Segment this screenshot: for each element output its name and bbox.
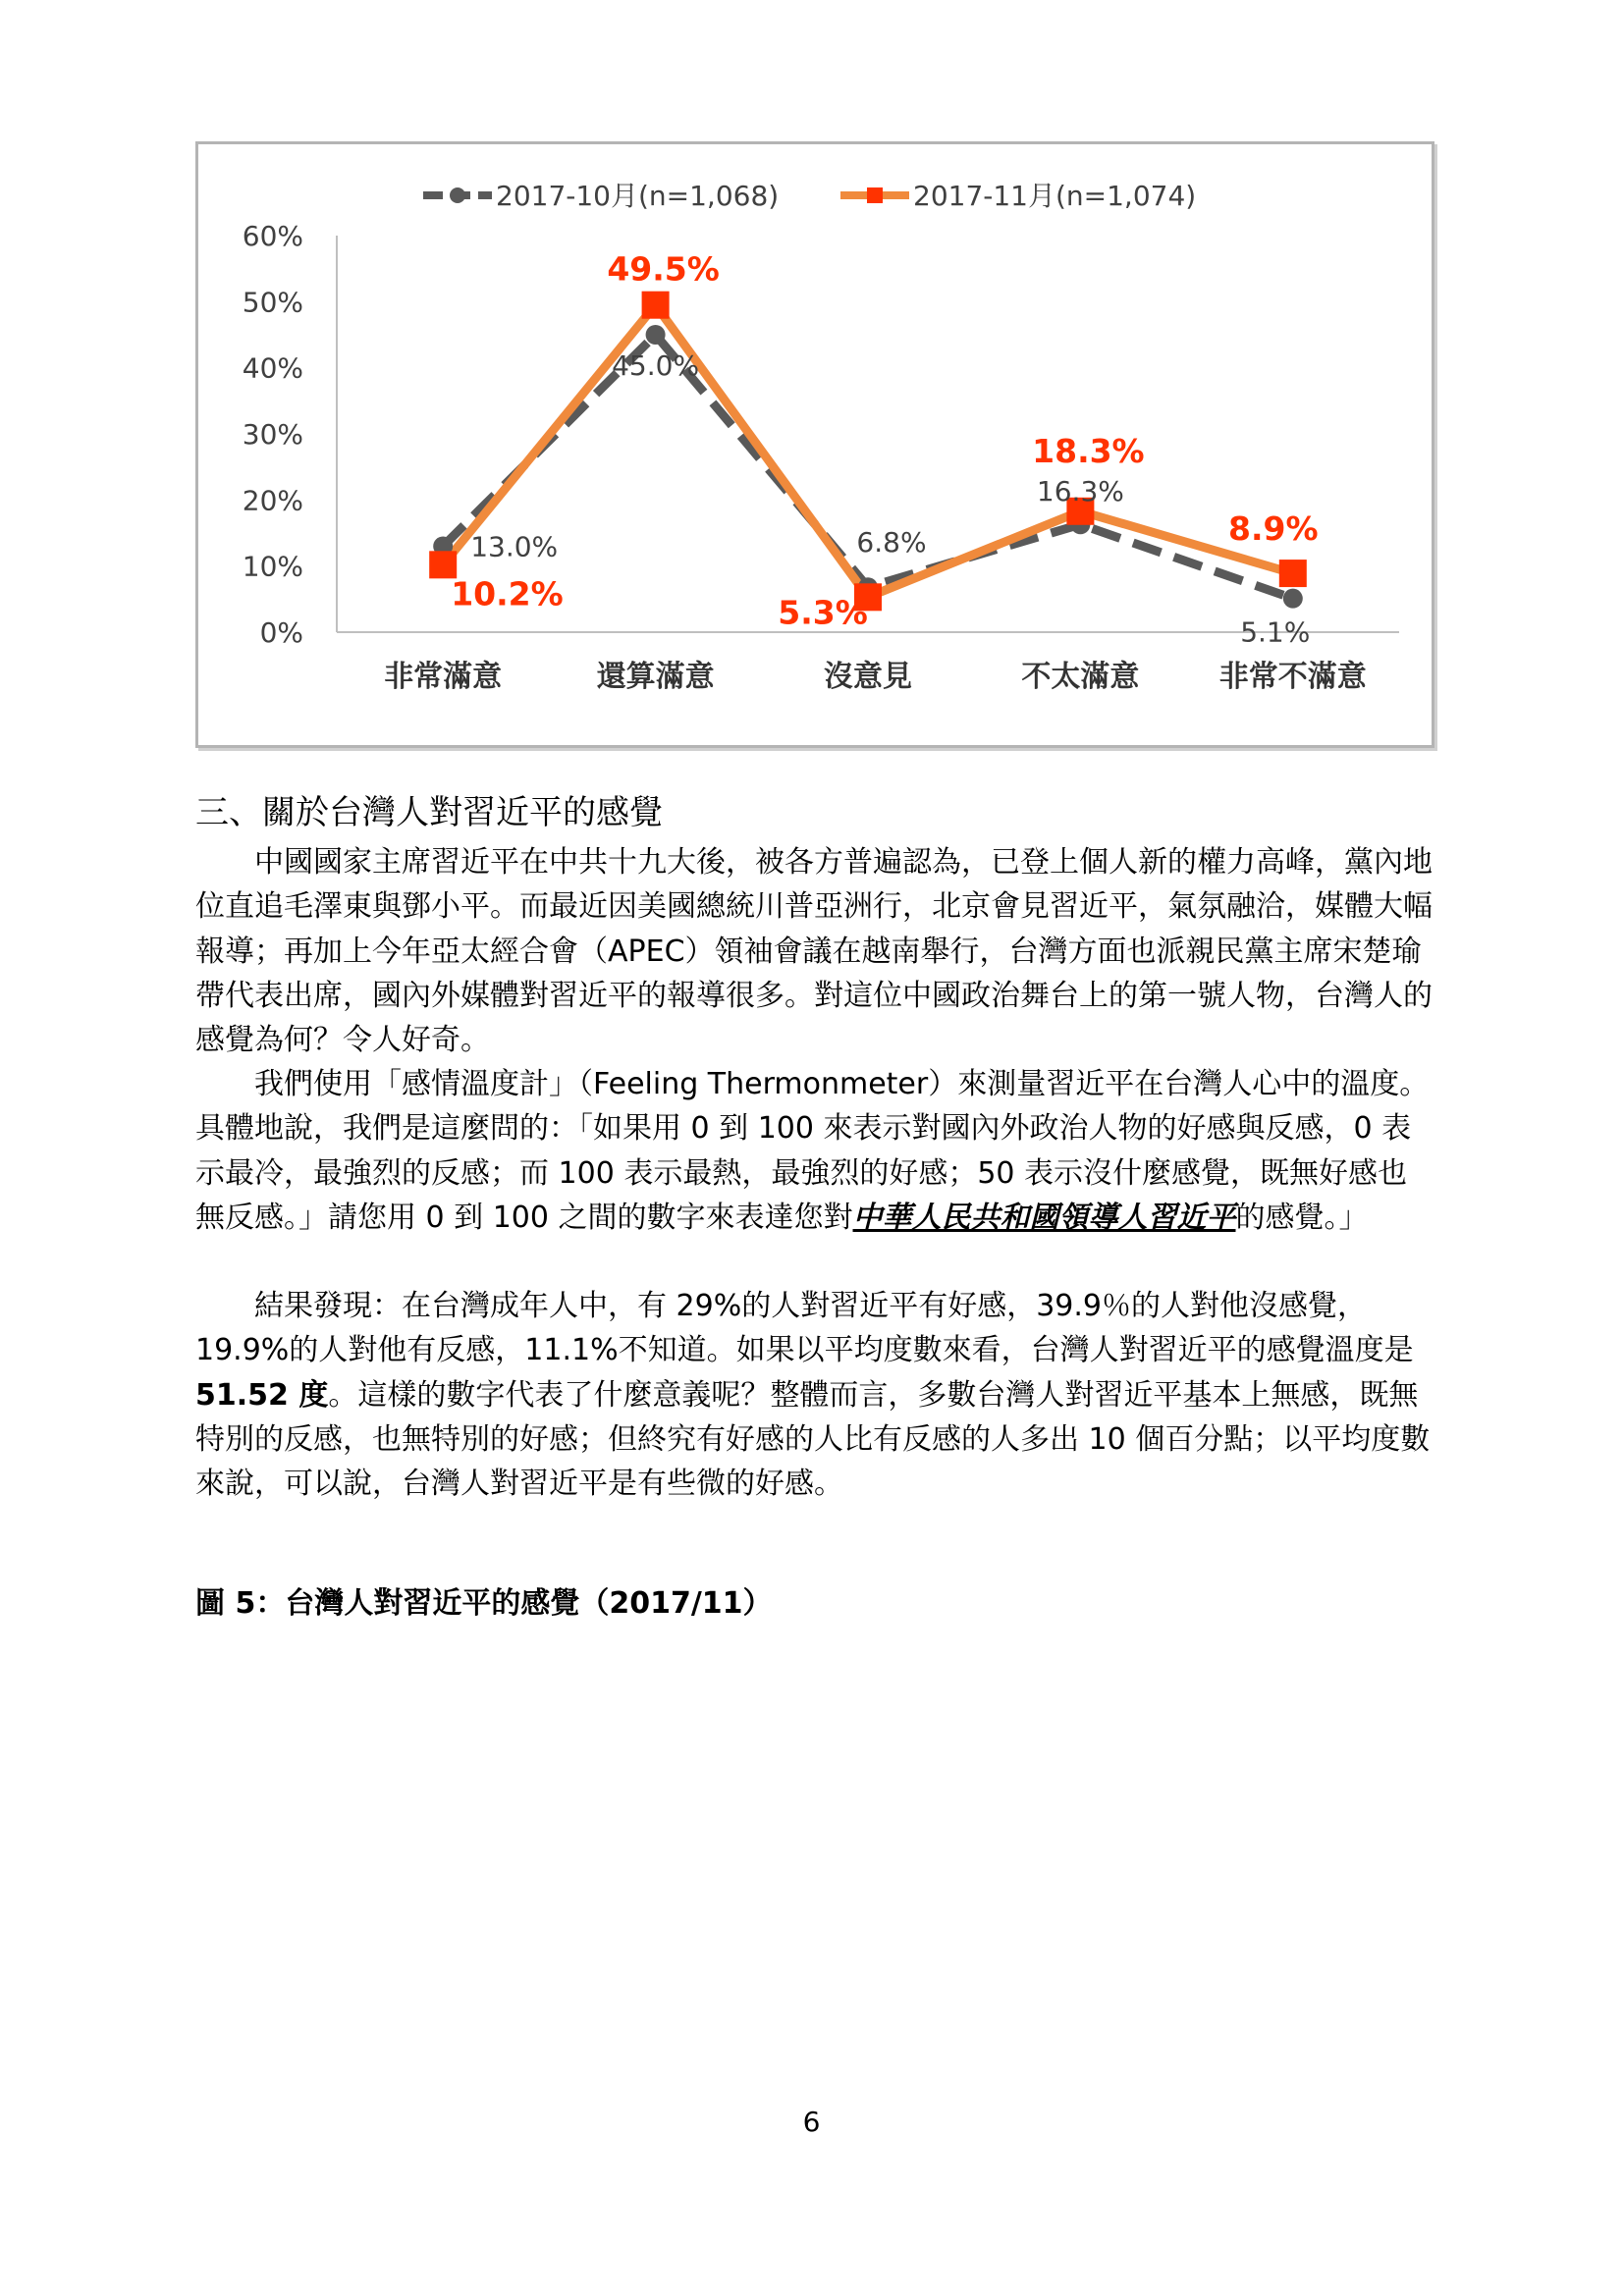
chart-frame	[195, 141, 1434, 748]
series-oct-data-label: 6.8%	[856, 526, 927, 560]
legend-nov-label: 2017-11月(n=1,074)	[913, 180, 1197, 212]
results-text-after: 。這樣的數字代表了什麼意義呢？整體而言，多數台灣人對習近平基本上無感，既無特別的反感，也無特別的好感；但終究有好感的人比有反感的人多出 10 個百分點；以平均度數來說，可以說，台灣人對習近平是有些微的好感。	[195, 1377, 1431, 1502]
page-number: 6	[802, 2106, 821, 2138]
method-text-after: 的感覺。」	[1235, 1200, 1369, 1235]
series-nov-data-label: 5.3%	[778, 593, 868, 632]
paragraph-intro-text: 中國國家主席習近平在中共十九大後，被各方普遍認為，已登上個人新的權力高峰，黨內地位直追毛澤東與鄧小平。而最近因美國總統川普亞洲行，北京會見習近平，氣氛融洽，媒體大幅報導；再加上今年亞太經合會（APEC）領袖會議在越南舉行，台灣方面也派親民黨主席宋楚瑜帶代表出席，國內外媒體對習近平的報導很多。對這位中國政治舞台上的第一號人物，台灣人的感覺為何？令人好奇。	[195, 845, 1433, 1058]
section-title: 三、關於台灣人對習近平的感覺	[195, 793, 663, 832]
series-oct-data-label: 13.0%	[470, 530, 559, 563]
legend-item-oct	[423, 180, 779, 212]
series-nov-point	[1279, 560, 1307, 587]
paragraph-method-text	[195, 1062, 1434, 1240]
x-category-label: 不太滿意	[1021, 660, 1140, 694]
series-nov-data-label: 10.2%	[451, 574, 564, 614]
paragraph-method	[195, 1062, 1434, 1240]
legend-oct-marker	[450, 187, 465, 203]
method-emphasis: 中華人民共和國領導人習近平	[852, 1200, 1236, 1235]
x-category-label: 沒意見	[824, 660, 912, 694]
series-oct-data-label: 5.1%	[1240, 615, 1311, 649]
y-tick-label: 40%	[242, 351, 303, 385]
results-bold-value: 51.52 度	[195, 1377, 329, 1413]
results-text-before: 結果發現：在台灣成年人中，有 29%的人對習近平有好感，39.9％的人對他沒感覺，19.9%的人對他有反感，11.1%不知道。如果以平均度數來看，台灣人對習近平的感覺溫度是	[195, 1289, 1414, 1368]
series-nov-data-label: 49.5%	[607, 249, 720, 289]
legend-oct-label: 2017-10月(n=1,068)	[496, 180, 780, 212]
legend-item-nov	[840, 180, 1196, 212]
y-tick-label: 60%	[242, 220, 303, 252]
series-oct-point	[646, 325, 666, 345]
y-tick-label: 10%	[242, 550, 303, 583]
y-tick-label: 0%	[259, 616, 303, 649]
x-category-label: 非常不滿意	[1218, 660, 1367, 694]
series-oct-line	[443, 335, 1293, 599]
series-nov-data-label: 18.3%	[1032, 431, 1145, 470]
series-oct-data-label: 45.0%	[612, 349, 700, 382]
series-nov-point	[642, 292, 670, 319]
series-oct-data-label: 16.3%	[1036, 475, 1124, 508]
line-chart	[198, 144, 1432, 745]
method-text-before: 我們使用「感情溫度計」（Feeling Thermonmeter）來測量習近平在台灣人心中的溫度。具體地說，我們是這麼問的：「如果用 0 到 100 來表示對國內外政治人物的好感與反感，0 表示最冷，最強烈的反感；而 100 表示最熱，最強烈的好感；50 表示沒什麼感覺，既無好感也無反感。」請您用 0 到 100 之間的數字來表達您對	[195, 1067, 1430, 1235]
y-tick-label: 50%	[242, 286, 303, 319]
figure-caption: 圖 5：台灣人對習近平的感覺（2017/11）	[195, 1586, 773, 1621]
series-oct-point	[1283, 589, 1303, 609]
y-tick-label: 20%	[242, 484, 303, 517]
x-category-label: 還算滿意	[596, 660, 715, 694]
paragraph-results	[195, 1284, 1434, 1506]
legend-nov-marker	[867, 187, 883, 203]
paragraph-intro	[195, 840, 1434, 1062]
paragraph-results-text	[195, 1284, 1434, 1506]
series-nov-data-label: 8.9%	[1228, 509, 1319, 549]
y-tick-label: 30%	[242, 418, 303, 451]
x-category-label: 非常滿意	[384, 660, 503, 694]
